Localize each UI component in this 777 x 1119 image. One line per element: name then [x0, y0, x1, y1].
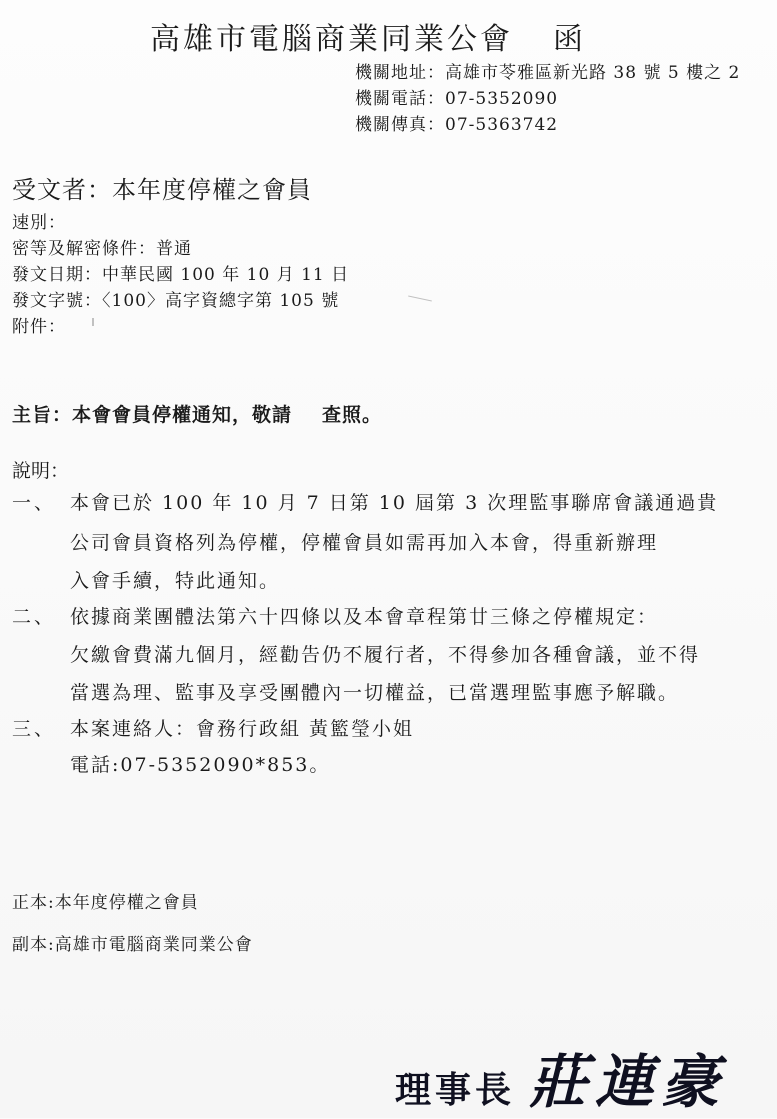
item-number: 一、	[12, 492, 57, 514]
fax-label: 機關傳真：	[355, 115, 445, 135]
ref-line	[12, 286, 339, 311]
secrecy-value: 普通	[156, 239, 192, 259]
ref-label: 發文字號：	[12, 291, 102, 311]
item-line: 本案連絡人：會務行政組 黃籃瑩小姐	[70, 718, 415, 740]
subject-text: 本會會員停權通知，敬請	[72, 404, 293, 426]
explanation-label: 說明：	[12, 460, 70, 482]
date-label: 發文日期：	[12, 265, 102, 285]
duplicate-copy-line	[12, 930, 253, 955]
subject-line	[12, 400, 382, 427]
scan-mark	[92, 318, 94, 326]
item-line: 欠繳會費滿九個月，經勸告仍不履行者，不得參加各種會議，並不得	[70, 644, 701, 666]
item-line: 公司會員資格列為停權，停權會員如需再加入本會，得重新辦理	[70, 532, 659, 554]
original-copy-line	[12, 888, 199, 913]
recipient-value: 本年度停權之會員	[112, 176, 312, 204]
phone-value: 07-5352090	[445, 89, 559, 109]
recipient-line	[12, 170, 312, 205]
date-line	[12, 260, 349, 285]
address-label: 機關地址：	[355, 63, 445, 83]
signature-title: 理事長	[395, 1069, 516, 1111]
speed-line	[12, 208, 66, 233]
original-copy-label: 正本:	[12, 893, 55, 913]
date-value: 中華民國 100 年 10 月 11 日	[102, 265, 350, 285]
address-line	[355, 58, 740, 83]
subject-text-2: 查照。	[322, 404, 383, 426]
signature-stamp	[395, 1035, 727, 1119]
item-line: 電話:07-5352090*853。	[70, 754, 331, 776]
speed-label: 速別：	[12, 213, 66, 233]
signature-name: 莊連豪	[529, 1048, 728, 1116]
fax-value: 07-5363742	[445, 115, 559, 135]
fax-line	[355, 110, 558, 135]
doc-type: 函	[553, 22, 586, 57]
subject-label: 主旨：	[12, 404, 73, 426]
duplicate-copy-value: 高雄市電腦商業同業公會	[54, 935, 253, 955]
recipient-label: 受文者：	[12, 176, 112, 204]
item-number: 二、	[12, 606, 57, 628]
attachment-line	[12, 312, 66, 337]
scan-mark	[408, 296, 432, 302]
original-copy-value: 本年度停權之會員	[54, 893, 199, 913]
duplicate-copy-label: 副本:	[12, 935, 55, 955]
ref-value: 〈100〉高字資總字第 105 號	[102, 291, 340, 311]
address-value: 高雄市苓雅區新光路 38 號 5 樓之 2	[445, 63, 741, 83]
phone-line	[355, 84, 558, 109]
org-name: 高雄市電腦商業同業公會	[150, 22, 513, 57]
org-title	[150, 14, 586, 58]
item-line: 依據商業團體法第六十四條以及本會章程第廿三條之停權規定：	[70, 606, 659, 628]
secrecy-line	[12, 234, 192, 259]
secrecy-label: 密等及解密條件：	[12, 239, 156, 259]
item-number: 三、	[12, 718, 57, 740]
phone-label: 機關電話：	[355, 89, 445, 109]
item-line: 當選為理、監事及享受團體內一切權益，已當選理監事應予解職。	[70, 682, 680, 704]
attachment-label: 附件：	[12, 317, 66, 337]
item-line: 本會已於 100 年 10 月 7 日第 10 屆第 3 次理監事聯席會議通過貴	[70, 492, 719, 514]
item-line: 入會手續，特此通知。	[70, 570, 281, 592]
